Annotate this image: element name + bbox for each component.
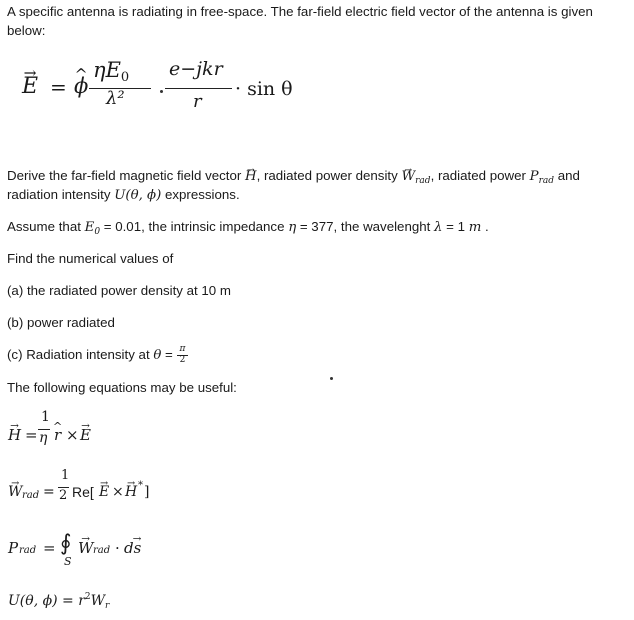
assume-line: Assume that $E_0 = 0.01$, the intrinsic impedance η = 377, the wavelenght λ = 1 m . [7, 219, 489, 237]
part-c: (c) Radiation intensity at θ = $\frac{\pi}{2}$ [7, 345, 188, 366]
part-b: (b) power radiated [7, 315, 115, 330]
fraction2-numerator: e−jkr [169, 58, 223, 80]
stray-dot [330, 377, 333, 380]
multiply-dot [160, 90, 163, 93]
derive-line-1: Derive the far-field magnetic field vector → H, radiated power density → $W_{rad}$, radiated power $P_{rad}$ and [7, 166, 580, 191]
sin-theta-term: · sin θ [235, 78, 293, 100]
radiated-power-equation: P rad = ∮ S → W rad · ds → [8, 533, 188, 573]
part-a: (a) the radiated power density at 10 m [7, 283, 231, 298]
find-line: Find the numerical values of [7, 251, 174, 266]
fraction1-denominator: λ² [106, 88, 125, 109]
derive-line-2: radiation intensity U(θ, ϕ) expressions. [7, 187, 240, 203]
h-field-equation: → H = 1 η ^ r × → E [8, 410, 148, 456]
fraction1-numerator: ηE0 [93, 58, 130, 85]
intro-line-2: below: [7, 23, 46, 38]
main-field-equation [22, 58, 322, 122]
power-density-equation: → W rad = 1 2 Re[ → E × → H * ] [8, 470, 188, 516]
intro-line-1: A specific antenna is radiating in free-space. The far-field electric field vector of the antenna is given [7, 4, 593, 19]
fraction2-denominator: r [193, 91, 202, 112]
e-vector-symbol: → E [22, 74, 38, 99]
radiation-intensity-equation: U(θ, $\phi) = r^2W_r$ [8, 592, 110, 611]
useful-line: The following equations may be useful: [7, 380, 237, 395]
fraction2-bar [165, 88, 232, 89]
phi-hat-symbol: ^ ϕ [74, 74, 88, 98]
equals-sign: = [50, 75, 67, 99]
